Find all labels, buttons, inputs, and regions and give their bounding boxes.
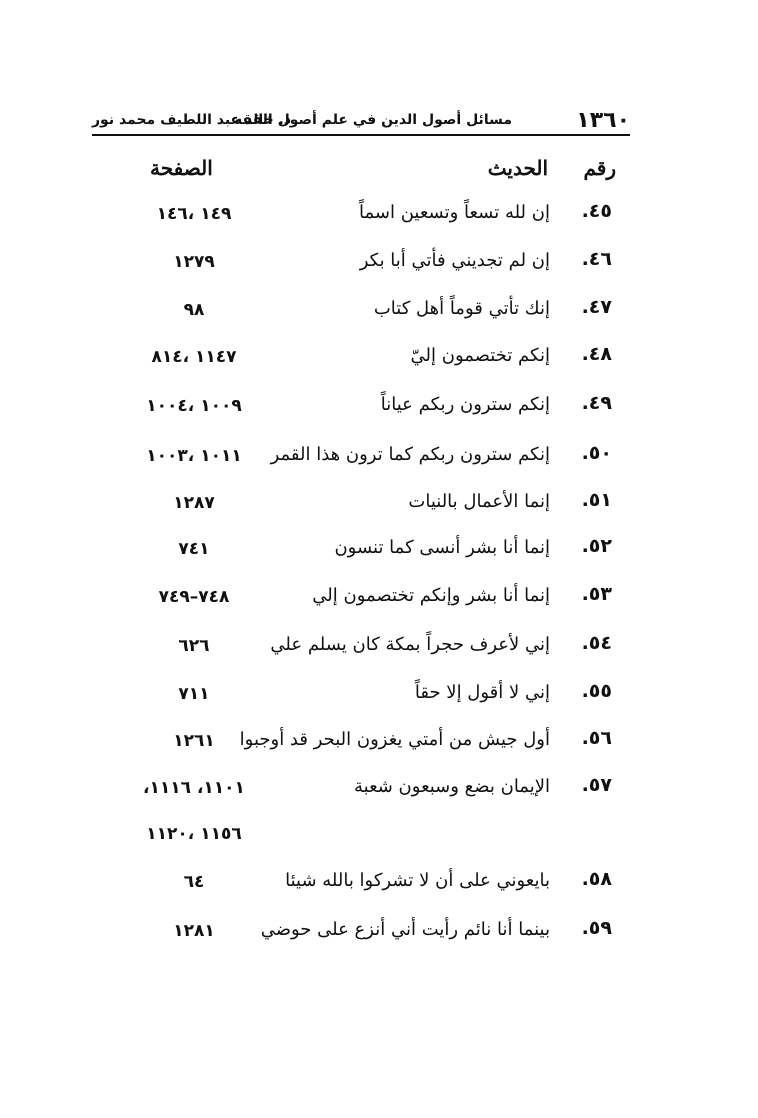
row-number: ٥٥.: [581, 680, 612, 702]
row-number: ٤٨.: [581, 343, 612, 365]
page-refs: ١٠١١ ،١٠٠٣: [146, 446, 242, 466]
page-refs: ١٢٨١: [173, 921, 215, 941]
page-refs: ٦٤: [183, 872, 205, 892]
row-number: ٥١.: [581, 489, 612, 511]
hadith-text: إنما الأعمال بالنيات: [408, 491, 550, 512]
page-refs: ٦٢٦: [178, 636, 210, 656]
row-number: ٤٥.: [581, 200, 612, 222]
table-row: [0, 248, 758, 288]
column-header-number: رقم: [583, 156, 616, 180]
book-title: مسائل أصول الدين في علم أصول الفقه: [234, 112, 512, 128]
table-row: [0, 583, 758, 623]
hadith-text: بينما أنا نائم رأيت أني أنزع على حوضي: [260, 919, 550, 940]
page-refs: ١٢٨٧: [173, 493, 215, 513]
page-refs: ١١٤٧ ،٨١٤: [151, 347, 237, 367]
table-row: [0, 917, 758, 957]
hadith-text: إني لا أقول إلا حقاً: [414, 682, 550, 703]
table-row: [0, 442, 758, 482]
column-header-page: الصفحة: [150, 156, 213, 180]
row-number: ٥٢.: [581, 535, 612, 557]
row-number: ٥٨.: [581, 868, 612, 890]
hadith-text: إنكم سترون ربكم عياناً: [380, 394, 550, 415]
hadith-text: بايعوني على أن لا تشركوا بالله شيئا: [285, 870, 550, 891]
table-row: [0, 392, 758, 432]
column-header-hadith: الحديث: [487, 156, 548, 180]
hadith-text: إنما أنا بشر وإنكم تختصمون إلي: [312, 585, 550, 606]
page-refs: ١٠٠٩ ،١٠٠٤: [146, 396, 242, 416]
hadith-text: إنك تأتي قوماً أهل كتاب: [373, 298, 550, 319]
running-header: [92, 108, 630, 136]
table-row: [0, 535, 758, 575]
author-name: د. خالد عبد اللطيف محمد نور: [92, 112, 292, 128]
page-number: ١٣٦٠: [576, 108, 630, 133]
hadith-text: إن لله تسعاً وتسعين اسماً: [359, 202, 550, 223]
table-row: [0, 774, 758, 844]
page-refs: ٧٤٨–٧٤٩: [158, 587, 230, 607]
row-number: ٥٧.: [581, 774, 612, 796]
table-row: [0, 296, 758, 336]
hadith-text: الإيمان بضع وسبعون شعبة: [353, 776, 550, 797]
row-number: ٥٦.: [581, 727, 612, 749]
row-number: ٤٦.: [581, 248, 612, 270]
page-refs: ٧١١: [178, 684, 210, 704]
row-number: ٥٩.: [581, 917, 612, 939]
table-row: [0, 632, 758, 672]
table-row: [0, 868, 758, 908]
page-refs: ١١٠١، ١١١٦،: [143, 778, 245, 798]
row-number: ٤٧.: [581, 296, 612, 318]
page-refs: ٧٤١: [178, 539, 210, 559]
hadith-text: إن لم تجديني فأتي أبا بكر: [359, 250, 550, 271]
table-row: [0, 200, 758, 240]
table-row: [0, 343, 758, 383]
table-row: [0, 727, 758, 767]
hadith-text: إنكم سترون ربكم كما ترون هذا القمر: [270, 444, 550, 465]
row-number: ٥٤.: [581, 632, 612, 654]
page-refs: ٩٨: [183, 300, 205, 320]
row-number: ٥٠.: [581, 442, 612, 464]
page-refs: ١٢٧٩: [173, 252, 215, 272]
row-number: ٥٣.: [581, 583, 612, 605]
hadith-text: إنما أنا بشر أنسى كما تنسون: [334, 537, 550, 558]
table-row: [0, 680, 758, 720]
hadith-text: إنكم تختصمون إليّ: [410, 345, 550, 366]
page-refs-continued: ١١٥٦ ،١١٢٠: [146, 824, 242, 844]
hadith-text: أول جيش من أمتي يغزون البحر قد أوجبوا: [239, 729, 550, 750]
page-refs: ١٢٦١: [173, 731, 215, 751]
hadith-text: إني لأعرف حجراً بمكة كان يسلم علي: [270, 634, 550, 655]
row-number: ٤٩.: [581, 392, 612, 414]
table-row: [0, 489, 758, 529]
page-refs: ١٤٩ ،١٤٦: [156, 204, 232, 224]
